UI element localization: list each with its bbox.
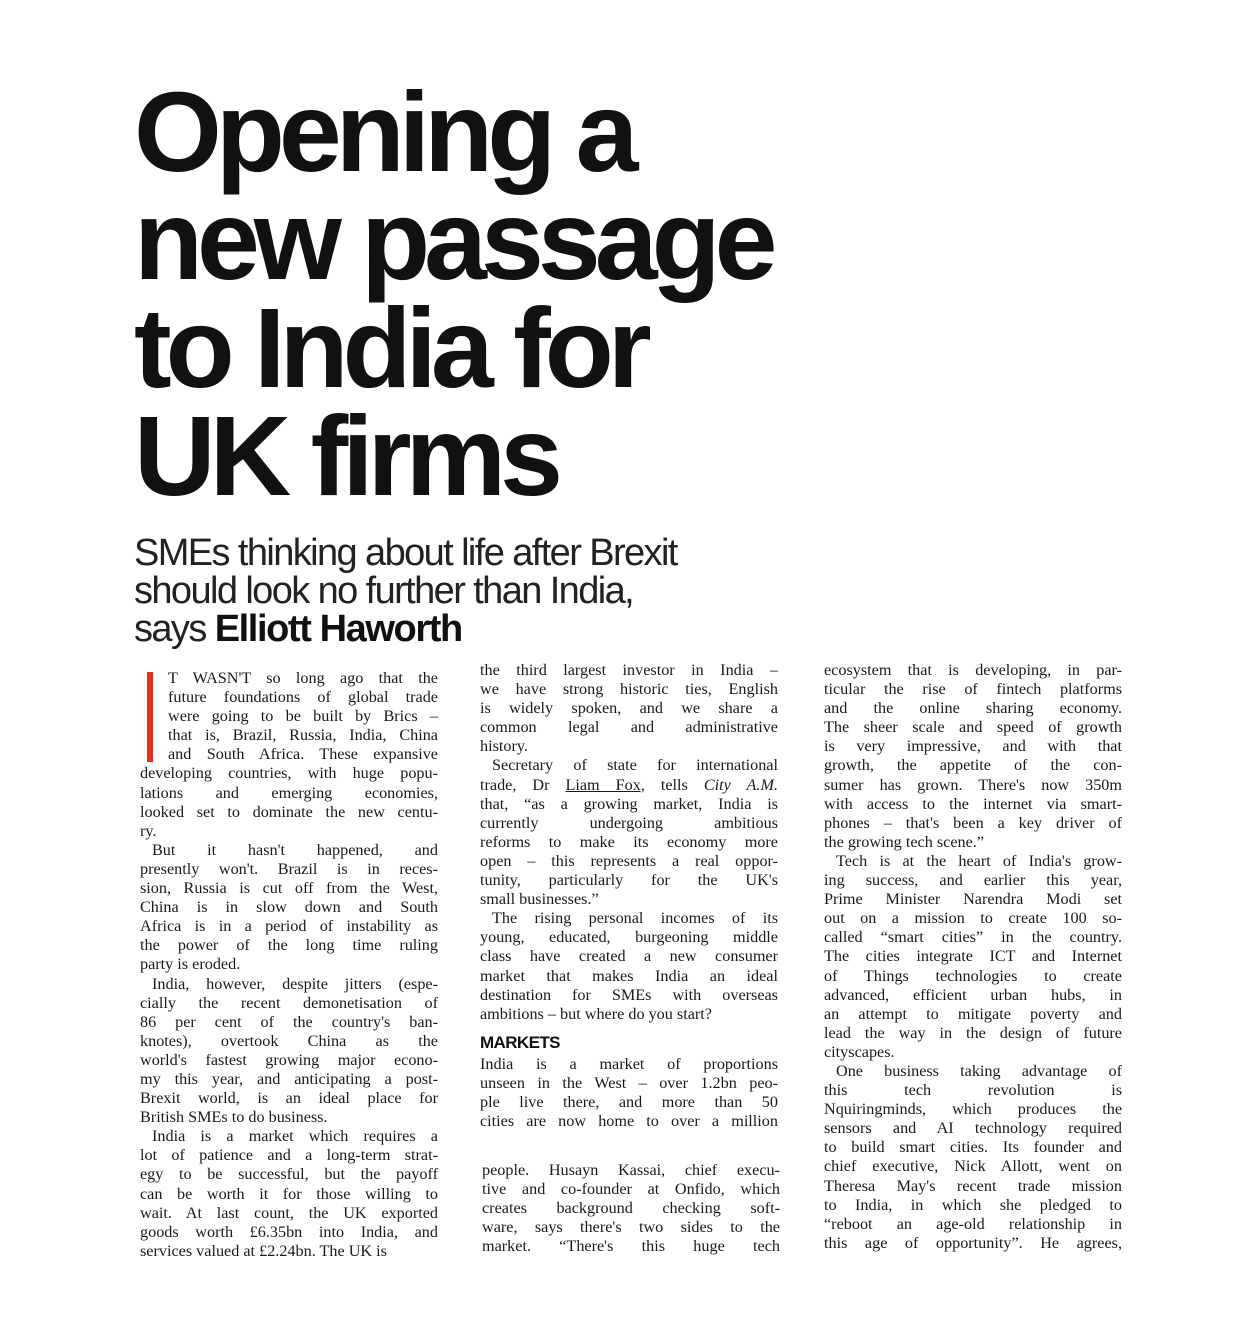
section-subhead: MARKETS	[480, 1032, 560, 1052]
text-line: egy to be successful, but the payoff	[140, 1165, 438, 1184]
text-line: lot of patience and a long-term strat-	[140, 1146, 438, 1165]
text-line: growth, the appetite of the con-	[824, 756, 1122, 775]
text-line: Theresa May's recent trade mission	[824, 1176, 1122, 1195]
text-line: market. “There's this huge tech	[482, 1237, 780, 1256]
text-line: sumer has grown. There's now 350m	[824, 775, 1122, 794]
text-line: history.	[480, 737, 528, 756]
text-line: ware, says there's two sides to the	[482, 1218, 780, 1237]
text-line: the power of the long time ruling	[140, 936, 438, 955]
text-line: sion, Russia is cut off from the West,	[140, 879, 438, 898]
text-line: were going to be built by Brics –	[168, 707, 438, 726]
text-line: and the online sharing economy.	[824, 699, 1122, 718]
text-line: can be worth it for those willing to	[140, 1184, 438, 1203]
text-line: trade, Dr Liam Fox, tells City A.M.	[480, 775, 778, 794]
headline-line: Opening a	[134, 69, 633, 195]
text-line: One business taking advantage of	[836, 1061, 1122, 1080]
text-line: that is, Brazil, Russia, India, China	[168, 726, 438, 745]
text-line: “reboot an age-old relationship in	[824, 1214, 1122, 1233]
text-line: tive and co-founder at Onfido, which	[482, 1180, 780, 1199]
text-line: Nquiringminds, which produces the	[824, 1100, 1122, 1119]
article-column-2-continued	[482, 1161, 780, 1256]
text-line: cityscapes.	[824, 1042, 895, 1061]
text-line: world's fastest growing major econo-	[140, 1050, 438, 1069]
text-line: chief executive, Nick Allott, went on	[824, 1157, 1122, 1176]
text-line: with access to the internet via smart-	[824, 794, 1122, 813]
text-line: The sheer scale and speed of growth	[824, 718, 1122, 737]
text-line: ing success, and earlier this year,	[824, 871, 1122, 890]
text-line: the third largest investor in India –	[480, 661, 778, 679]
article-column-2	[480, 661, 778, 1131]
text-line: of Things technologies to create	[824, 966, 1122, 985]
text-line: unseen in the West – over 1.2bn peo-	[480, 1073, 778, 1092]
text-line: services valued at £2.24bn. The UK is	[140, 1241, 387, 1260]
text-line: to India, in which she pledged to	[824, 1195, 1122, 1214]
text-line: that, “as a growing market, India is	[480, 794, 778, 813]
text-line: British SMEs to do business.	[140, 1108, 328, 1127]
text-line: lead the way in the design of future	[824, 1023, 1122, 1042]
text-line: T WASN'T so long ago that the	[168, 669, 438, 687]
text-line: is very impressive, and with that	[824, 737, 1122, 756]
text-line: lations and emerging economies,	[140, 783, 438, 802]
linked-name[interactable]: Liam Fox,	[565, 775, 645, 794]
text-line: ecosystem that is developing, in par-	[824, 661, 1122, 679]
author-name: Elliott Haworth	[214, 608, 462, 650]
text-line: ple live there, and more than 50	[480, 1092, 778, 1111]
text-line: future foundations of global trade	[168, 688, 438, 707]
text-line: China is in slow down and South	[140, 898, 438, 917]
text-line: young, educated, burgeoning middle	[480, 928, 778, 947]
text-line: open – this represents a real oppor-	[480, 851, 778, 870]
text-line: small businesses.”	[480, 890, 599, 909]
text-line: an attempt to mitigate poverty and	[824, 1004, 1122, 1023]
text-line: the growing tech scene.”	[824, 832, 985, 851]
text-line: currently undergoing ambitious	[480, 813, 778, 832]
text-line: Prime Minister Narendra Modi set	[824, 890, 1122, 909]
text-line: and South Africa. These expansive	[168, 745, 438, 764]
text-line: cially the recent demonetisation of	[140, 993, 438, 1012]
text-line: Brexit world, is an ideal place for	[140, 1089, 438, 1108]
text-line: destination for SMEs with overseas	[480, 985, 778, 1004]
text-line: ambitions – but where do you start?	[480, 1004, 712, 1023]
text-line: knotes), overtook China as the	[140, 1031, 438, 1050]
headline-line: new passage	[134, 177, 772, 303]
byline	[134, 610, 677, 648]
text-line: developing countries, with huge popu-	[140, 764, 438, 783]
text-line: my this year, and anticipating a post-	[140, 1069, 438, 1088]
text-line: India is a market of proportions	[480, 1054, 778, 1073]
standfirst-line: should look no further than India,	[134, 570, 634, 612]
text-line: we have strong historic ties, English	[480, 680, 778, 699]
text-line: presently won't. Brazil is in reces-	[140, 859, 438, 878]
article-column-1	[140, 669, 438, 1261]
headline-line: to India for	[134, 285, 646, 411]
text-line: called “smart cities” in the country.	[824, 928, 1122, 947]
text-line: class have created a new consumer	[480, 947, 778, 966]
text-line: cities are now home to over a million	[480, 1112, 778, 1131]
text-line: ry.	[140, 821, 157, 840]
text-line: people. Husayn Kassai, chief execu-	[482, 1161, 780, 1179]
text-line: this age of opportunity”. He agrees,	[824, 1233, 1122, 1252]
text-line: ticular the rise of fintech platforms	[824, 680, 1122, 699]
text-line: 86 per cent of the country's ban-	[140, 1012, 438, 1031]
headline	[134, 69, 772, 519]
publication-name: City A.M.	[703, 775, 778, 794]
text-line: tunity, particularly for the UK's	[480, 871, 778, 890]
text-line: phones – that's been a key driver of	[824, 813, 1122, 832]
text-line: India, however, despite jitters (espe-	[152, 974, 438, 993]
headline-line: UK firms	[134, 393, 557, 519]
text-line: market that makes India an ideal	[480, 966, 778, 985]
text-line: But it hasn't happened, and	[152, 840, 438, 859]
text-line: reforms to make its economy more	[480, 832, 778, 851]
text-line: Tech is at the heart of India's grow-	[836, 851, 1122, 870]
text-line: this tech revolution is	[824, 1081, 1122, 1100]
text-line: The cities integrate ICT and Internet	[824, 947, 1122, 966]
byline-says: says	[134, 608, 215, 650]
article-column-3	[824, 661, 1122, 1253]
text-line: goods worth £6.35bn into India, and	[140, 1222, 438, 1241]
text-line: sensors and AI technology required	[824, 1119, 1122, 1138]
text-line: to build smart cities. Its founder and	[824, 1138, 1122, 1157]
text-line: advanced, efficient urban hubs, in	[824, 985, 1122, 1004]
text-line: Secretary of state for international	[492, 756, 778, 775]
text-line: creates background checking soft-	[482, 1199, 780, 1218]
text-line: looked set to dominate the new centu-	[140, 802, 438, 821]
standfirst-line: SMEs thinking about life after Brexit	[134, 532, 677, 574]
text-line: is widely spoken, and we share a	[480, 699, 778, 718]
text-line: party is eroded.	[140, 955, 241, 974]
text-line: The rising personal incomes of its	[492, 909, 778, 928]
text-line: Africa is in a period of instability as	[140, 917, 438, 936]
standfirst	[134, 534, 677, 648]
text-line: India is a market which requires a	[152, 1127, 438, 1146]
text-line: out on a mission to create 100 so-	[824, 909, 1122, 928]
text-line: wait. At last count, the UK exported	[140, 1203, 438, 1222]
text-line: common legal and administrative	[480, 718, 778, 737]
